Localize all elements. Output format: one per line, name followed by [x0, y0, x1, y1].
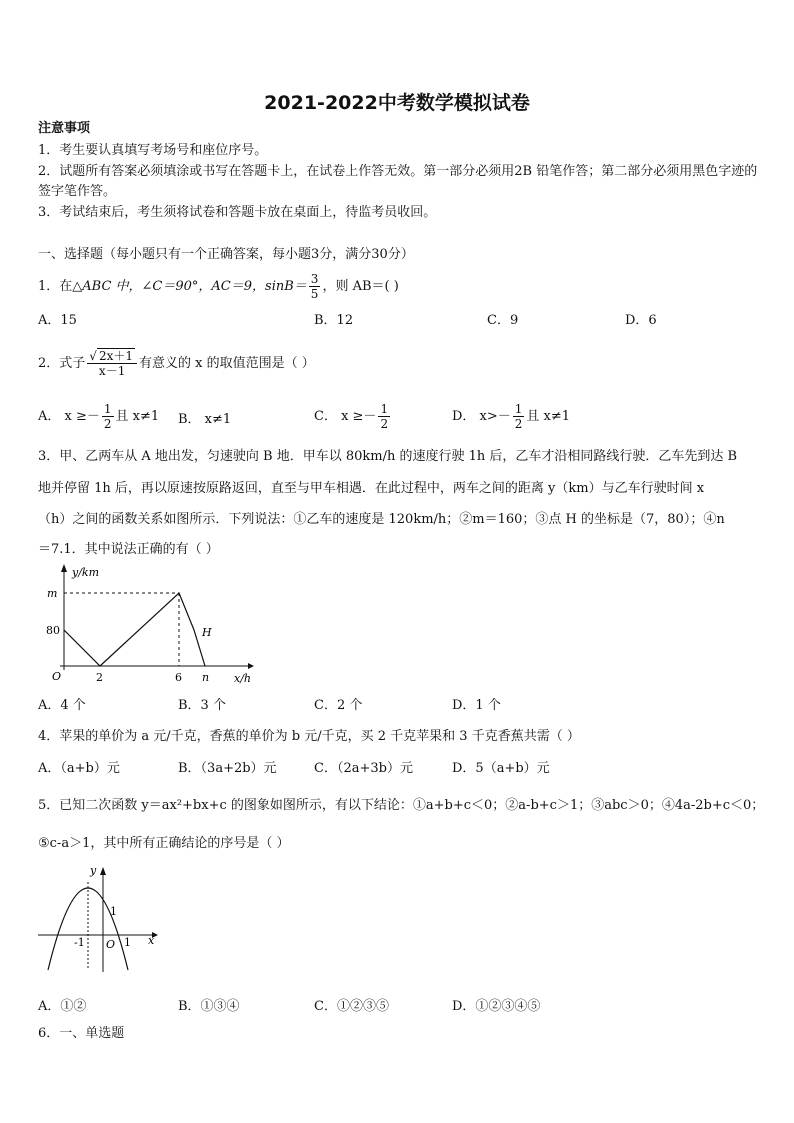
- q3-line-3: （h）之间的函数关系如图所示．下列说法：①乙车的速度是 120km/h；②m＝160；③点 H 的坐标是（7，80）；④n: [38, 512, 725, 527]
- q2-option-a[interactable]: A． x ≥－ $\frac{1}{2}$ 且 x≠1: [38, 402, 160, 431]
- q3-line-4: ＝7.1．其中说法正确的有（ ）: [38, 542, 219, 557]
- notice-item-1: 1．考生要认真填写考场号和座位序号。: [38, 143, 268, 158]
- q5-line-1: 5．已知二次函数 y＝ax²+bx+c 的图象如图所示，有以下结论：①a+b+c＜0；②a-b+c＞1；③abc＞0；④4a-2b+c＜0；: [38, 798, 765, 813]
- x6-label: 6: [175, 671, 182, 684]
- q1-condition: △ABC 中，∠C＝90°，AC＝9，sinB＝: [72, 279, 307, 294]
- origin-label: O: [106, 938, 116, 951]
- notice-heading: 注意事项: [38, 121, 91, 136]
- q2-prefix: 2．式子: [38, 356, 86, 371]
- n-label: n: [202, 671, 210, 684]
- q1-suffix: ，则 AB＝( ): [322, 279, 399, 294]
- q3-option-a[interactable]: A．4 个: [38, 698, 86, 713]
- q1-option-d[interactable]: D．6: [625, 313, 657, 328]
- H-label: H: [202, 626, 212, 639]
- q2-option-c[interactable]: C． x ≥－ $\frac{1}{2}$: [314, 402, 389, 431]
- q4-option-d[interactable]: D．5（a+b）元: [452, 761, 550, 776]
- question-6: 6．一、单选题: [38, 1026, 125, 1041]
- notice-item-3: 3．考试结束后，考生须将试卷和答题卡放在桌面上，待监考员收回。: [38, 205, 437, 220]
- q1-fraction: $\frac{3}{5}$: [310, 272, 319, 301]
- q5-line-2: ⑤c-a＞1，其中所有正确结论的序号是（ ）: [38, 836, 290, 851]
- y-axis-label: y: [90, 864, 97, 877]
- origin-label: O: [52, 670, 62, 683]
- q2-expression: $\frac{√ 2x+1}{x-1}$: [87, 349, 137, 378]
- q1-option-b[interactable]: B．12: [314, 313, 354, 328]
- question-2: [38, 349, 315, 378]
- q2-option-b[interactable]: B． x≠1: [178, 412, 232, 427]
- q5-option-b[interactable]: B．①③④: [178, 999, 240, 1014]
- section-heading: 一、选择题（每小题只有一个正确答案，每小题3分，满分30分）: [38, 247, 414, 262]
- q1-prefix: 1．在: [38, 279, 73, 294]
- q3-option-d[interactable]: D．1 个: [452, 698, 501, 713]
- q3-option-b[interactable]: B．3 个: [178, 698, 226, 713]
- q5-option-a[interactable]: A．①②: [38, 999, 87, 1014]
- q3-line-2: 地并停留 1h 后，再以原速按原路返回，直至与甲车相遇．在此过程中，两车之间的距离 y（km）与乙车行驶时间 x: [38, 481, 705, 496]
- q4-option-a[interactable]: A．（a+b）元: [38, 761, 120, 776]
- q3-option-c[interactable]: C．2 个: [314, 698, 363, 713]
- q4-option-c[interactable]: C．（2a+3b）元: [314, 761, 413, 776]
- page-title: 2021-2022中考数学模拟试卷: [264, 92, 530, 114]
- one-x-label: 1: [124, 936, 131, 949]
- question-1: [38, 272, 399, 301]
- q3-line-1: 3．甲、乙两车从 A 地出发，匀速驶向 B 地．甲车以 80km/h 的速度行驶 1h 后，乙车才沿相同路线行驶．乙车先到达 B: [38, 449, 738, 464]
- y-intercept-label: 1: [110, 905, 117, 918]
- q5-parabola-graph: [38, 862, 168, 977]
- notice-item-2: 2．试题所有答案必须填涂或书写在答题卡上，在试卷上作答无效。第一部分必须用2B 铅笔作答；第二部分必须用黑色字迹的签字笔作答。: [38, 164, 758, 199]
- q5-option-d[interactable]: D．①②③④⑤: [452, 999, 541, 1014]
- parabola-curve: [48, 888, 128, 970]
- y80-label: 80: [46, 624, 60, 637]
- q2-option-d[interactable]: D． x>－ $\frac{1}{2}$ 且 x≠1: [452, 402, 571, 431]
- q3-distance-graph: [38, 560, 258, 690]
- question-4: 4．苹果的单价为 a 元/千克，香蕉的单价为 b 元/千克，买 2 千克苹果和 3 千克香蕉共需（ ）: [38, 729, 580, 744]
- q1-option-c[interactable]: C．9: [487, 313, 519, 328]
- q2-suffix: 有意义的 x 的取值范围是（ ）: [138, 356, 315, 371]
- x-axis-label: x: [148, 934, 155, 947]
- m-label: m: [47, 587, 58, 600]
- x2-label: 2: [96, 671, 103, 684]
- q5-option-c[interactable]: C．①②③⑤: [314, 999, 389, 1014]
- minus-one-label: -1: [74, 936, 85, 949]
- distance-line: [64, 593, 205, 666]
- q1-option-a[interactable]: A．15: [38, 313, 77, 328]
- q4-option-b[interactable]: B．（3a+2b）元: [178, 761, 277, 776]
- y-axis-label: y/km: [72, 566, 100, 579]
- x-axis-label: x/h: [234, 672, 251, 685]
